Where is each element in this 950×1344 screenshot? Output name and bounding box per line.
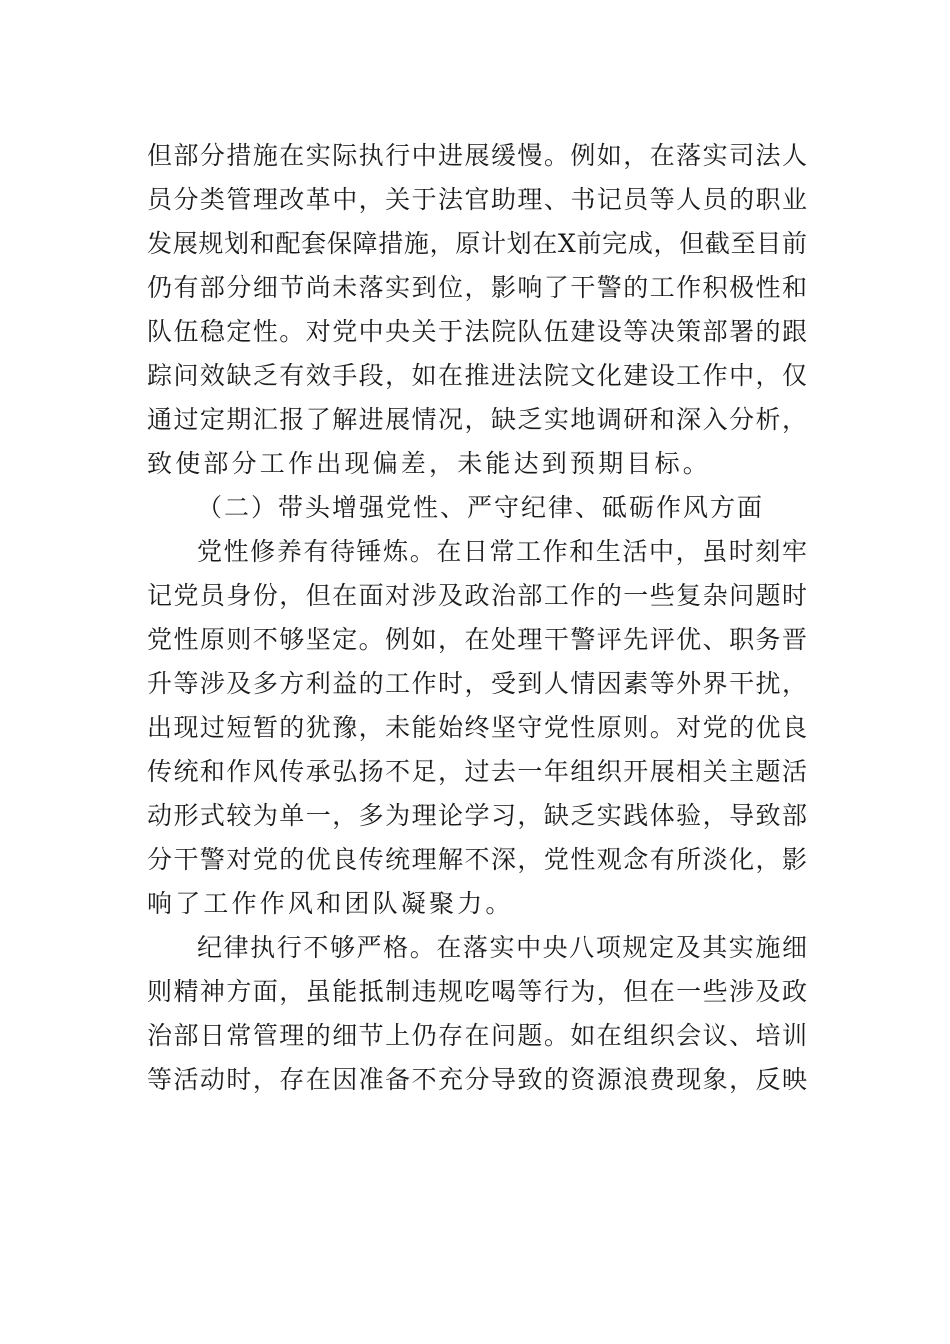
paragraph-line: 记党员身份，但在面对涉及政治部工作的一些复杂问题时 [147, 581, 807, 610]
paragraph-line: 分干警对党的优良传统理解不深，党性观念有所淡化，影 [147, 845, 807, 874]
paragraph-line: 仍有部分细节尚未落实到位，影响了干警的工作积极性和 [147, 273, 807, 302]
section-heading: （二）带头增强党性、严守纪律、砥砺作风方面 [197, 493, 765, 522]
paragraph-line: 员分类管理改革中，关于法官助理、书记员等人员的职业 [147, 185, 807, 214]
paragraph-line: 治部日常管理的细节上仍存在问题。如在组织会议、培训 [147, 1021, 807, 1050]
paragraph-line: 等活动时，存在因准备不充分导致的资源浪费现象，反映 [147, 1065, 807, 1094]
paragraph-first-line: 党性修养有待锤炼。在日常工作和生活中，虽时刻牢 [197, 537, 807, 566]
paragraph-line: 但部分措施在实际执行中进展缓慢。例如，在落实司法人 [147, 141, 807, 170]
paragraph-line: 队伍稳定性。对党中央关于法院队伍建设等决策部署的跟 [147, 317, 807, 346]
paragraph-line: 升等涉及多方利益的工作时，受到人情因素等外界干扰， [147, 669, 807, 698]
paragraph-first-line: 纪律执行不够严格。在落实中央八项规定及其实施细 [197, 933, 807, 962]
paragraph-line: 踪问效缺乏有效手段，如在推进法院文化建设工作中，仅 [147, 361, 807, 390]
paragraph-line: 发展规划和配套保障措施，原计划在X前完成，但截至目前 [147, 229, 807, 258]
paragraph-line: 党性原则不够坚定。例如，在处理干警评先评优、职务晋 [147, 625, 807, 654]
paragraph-line: 响了工作作风和团队凝聚力。 [147, 889, 514, 918]
paragraph-line: 则精神方面，虽能抵制违规吃喝等行为，但在一些涉及政 [147, 977, 807, 1006]
paragraph-line: 致使部分工作出现偏差，未能达到预期目标。 [147, 449, 712, 478]
paragraph-line: 出现过短暂的犹豫，未能始终坚守党性原则。对党的优良 [147, 713, 807, 742]
paragraph-line: 传统和作风传承弘扬不足，过去一年组织开展相关主题活 [147, 757, 807, 786]
paragraph-line: 通过定期汇报了解进展情况，缺乏实地调研和深入分析， [147, 405, 807, 434]
paragraph-line: 动形式较为单一，多为理论学习，缺乏实践体验，导致部 [147, 801, 807, 830]
